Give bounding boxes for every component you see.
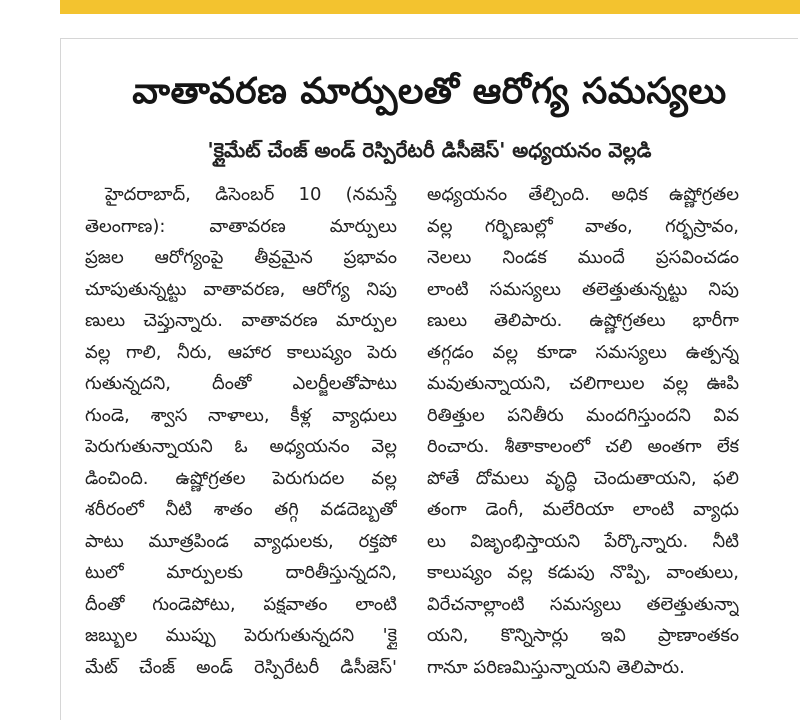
article-subheadline: 'క్లైమేట్ చేంజ్ అండ్ రెస్పిరేటరీ డిసీజెస్' అధ్యయనం వెల్లడి	[207, 138, 652, 162]
article-line: పెరుగుతున్నాయని ఓ అధ్యయనం వెల్ల	[85, 436, 397, 457]
article-line: గుతున్నదని, దీంతో ఎలర్జీలతోపాటు	[85, 373, 397, 394]
article-line: తంగా డెంగీ, మలేరియా లాంటి వ్యాధు	[427, 499, 739, 520]
article-line: లు విజృంభిస్తాయని పేర్కొన్నారు. నీటి	[427, 530, 739, 552]
article-line: దీంతో గుండెపోటు, పక్షవాతం లాంటి	[85, 593, 397, 615]
article-line: రించారు. శీతాకాలంలో చలి అంతగా లేక	[427, 436, 739, 457]
article-line: గుండె, శ్వాస నాళాలు, కీళ్ల వ్యాధులు	[85, 404, 397, 426]
article-line: జబ్బుల ముప్పు పెరుగుతున్నదని 'క్లై	[85, 625, 397, 646]
article-line: ణులు తెలిపారు. ఉష్ణోగ్రతలు భారీగా	[427, 310, 739, 331]
article-line: మేట్ చేంజ్ అండ్ రెస్పిరేటరీ డిసీజెస్'	[85, 656, 397, 678]
article-line: పాటు మూత్రపిండ వ్యాధులకు, రక్తపో	[85, 530, 397, 552]
article-line: రితిత్తుల పనితీరు మందగిస్తుందని వివ	[427, 404, 739, 426]
accent-bar	[60, 0, 800, 14]
article-line: డించింది. ఉష్ణోగ్రతల పెరుగుదల వల్ల	[85, 467, 397, 489]
article-line: టులో మార్పులకు దారితీస్తున్నదని,	[85, 562, 397, 583]
article-line: శరీరంలో నీటి శాతం తగ్గి వడదెబ్బతో	[85, 499, 397, 520]
article-line: మవుతున్నాయని, చలిగాలుల వల్ల ఊపి	[427, 373, 739, 394]
article-line: యని, కొన్నిసార్లు ఇవి ప్రాణాంతకం	[427, 625, 739, 646]
article-line: వల్ల గాలి, నీరు, ఆహార కాలుష్యం పెరు	[85, 341, 397, 363]
article-line: విరేచనాల్లాంటి సమస్యలు తలెత్తుతున్నా	[427, 593, 739, 615]
article-line: పోతే దోమలు వృద్ధి చెందుతాయని, ఫలి	[427, 467, 739, 489]
article-line: ప్రజల ఆరోగ్యంపై తీవ్రమైన ప్రభావం	[85, 247, 397, 268]
article-line: లాంటి సమస్యలు తలెత్తుతున్నట్టు నిపు	[427, 278, 739, 300]
article-line: అధ్యయనం తేల్చింది. అధిక ఉష్ణోగ్రతల	[427, 184, 739, 205]
article-card	[60, 38, 798, 720]
article-line: చూపుతున్నట్టు వాతావరణ, ఆరోగ్య నిపు	[85, 278, 397, 300]
article-line: కాలుష్యం వల్ల కడుపు నొప్పి, వాంతులు,	[427, 562, 739, 583]
article-column-left	[85, 179, 397, 683]
article-line: తెలంగాణ): వాతావరణ మార్పులు	[85, 215, 397, 237]
article-line: ణులు చెప్తున్నారు. వాతావరణ మార్పుల	[85, 310, 397, 331]
article-line: గానూ పరిణమిస్తున్నాయని తెలిపారు.	[427, 656, 685, 678]
article-line: నెలలు నిండక ముందే ప్రసవించడం	[427, 247, 739, 268]
article-line: తగ్గడం వల్ల కూడా సమస్యలు ఉత్పన్న	[427, 341, 739, 363]
article-headline: వాతావరణ మార్పులతో ఆరోగ్య సమస్యలు	[132, 71, 727, 112]
article-line: హైదరాబాద్, డిసెంబర్ 10 (నమస్తే	[105, 184, 397, 205]
article-line: వల్ల గర్భిణుల్లో వాతం, గర్భస్రావం,	[427, 215, 739, 237]
article-column-right	[427, 179, 739, 683]
